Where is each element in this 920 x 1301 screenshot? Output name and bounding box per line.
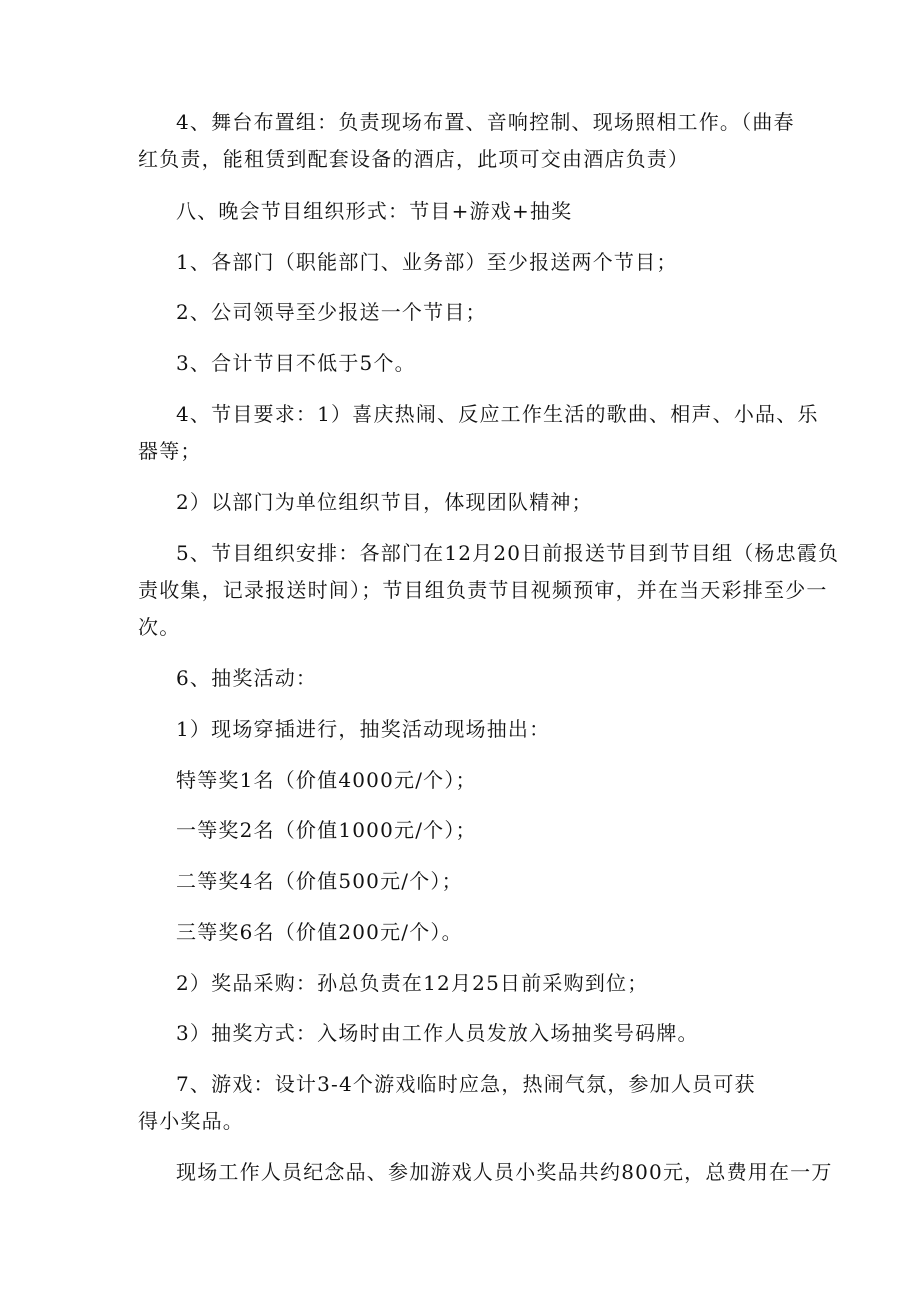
paragraph-line: 2）奖品采购：孙总负责在12月25日前采购到位； [176,971,649,995]
paragraph-line: 3）抽奖方式：入场时由工作人员发放入场抽奖号码牌。 [176,1021,699,1045]
paragraph-line: 5、节目组织安排：各部门在12月20日前报送节目到节目组（杨忠霞负 [176,541,840,565]
prize-line: 三等奖6名（价值200元/个）。 [176,920,463,944]
paragraph-line: 次。 [138,615,181,639]
paragraph-line: 现场工作人员纪念品、参加游戏人员小奖品共约800元，总费用在一万 [176,1160,833,1184]
paragraph-line: 2）以部门为单位组织节目，体现团队精神； [176,490,593,514]
paragraph-line: 红负责，能租赁到配套设备的酒店，此项可交由酒店负责） [138,147,690,171]
paragraph-line: 4、节目要求：1）喜庆热闹、反应工作生活的歌曲、相声、小品、乐 [176,402,819,426]
paragraph-line: 6、抽奖活动： [176,666,318,690]
paragraph-line: 4、舞台布置组：负责现场布置、音响控制、现场照相工作。（曲春 [176,110,795,134]
paragraph-line: 7、游戏：设计3-4个游戏临时应急，热闹气氛，参加人员可获 [176,1072,756,1096]
prize-line: 特等奖1名（价值4000元/个）； [176,768,477,792]
prize-line: 一等奖2名（价值1000元/个）； [176,818,477,842]
paragraph-line: 1）现场穿插进行，抽奖活动现场抽出： [176,717,551,741]
paragraph-line: 2、公司领导至少报送一个节目； [176,300,487,324]
paragraph-line: 1、各部门（职能部门、业务部）至少报送两个节目； [176,250,678,274]
paragraph-line: 3、合计节目不低于5个。 [176,351,416,375]
paragraph-line: 器等； [138,439,202,463]
paragraph-line: 责收集，记录报送时间）；节目组负责节目视频预审，并在当天彩排至少一 [138,578,828,602]
paragraph-line: 得小奖品。 [138,1109,244,1133]
section-heading: 八、晚会节目组织形式：节目+游戏+抽奖 [176,199,573,223]
prize-line: 二等奖4名（价值500元/个）； [176,869,463,893]
